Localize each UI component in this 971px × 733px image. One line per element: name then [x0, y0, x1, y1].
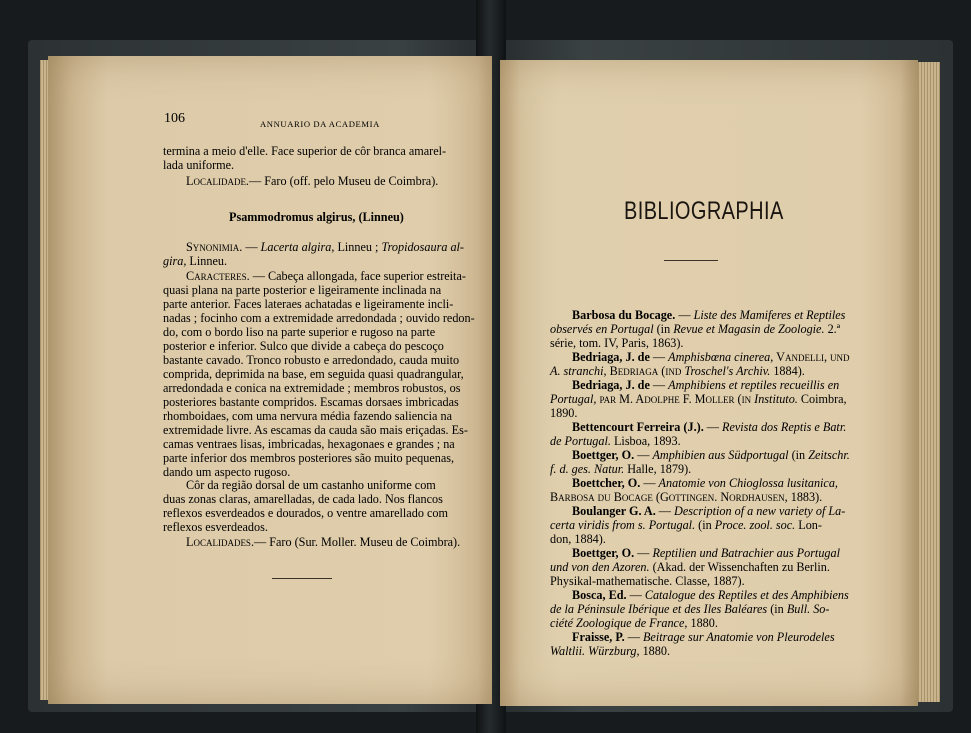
characters-line: comprida, deprimida na base, em seguida quasi quadrangular,	[163, 367, 464, 381]
bib-dash: —	[626, 588, 645, 602]
synonym-name: Lacerta algira,	[260, 240, 335, 254]
bib-entry-line	[550, 616, 718, 630]
species-heading: Psammodromus algirus, (Linneu)	[229, 210, 404, 224]
intro-line: lada uniforme.	[163, 158, 235, 172]
bibliography-title: BIBLIOGRAPHIA	[624, 197, 784, 225]
characters-label: Caracteres.	[186, 269, 250, 283]
bib-title: Amphisbœna cinerea,	[668, 350, 774, 364]
bib-dash: —	[649, 350, 669, 364]
bib-entry	[572, 546, 840, 560]
bib-text: (in	[788, 448, 809, 462]
characters-line: camas ventraes lisas, imbricadas, hexagonaes e grandes ; na	[163, 437, 455, 451]
bib-author: Boettger, O.	[572, 448, 635, 462]
bib-author: Bosca, Ed.	[572, 588, 627, 602]
bib-title: Catalogue des Reptiles et des Amphibiens	[644, 588, 849, 602]
bib-journal: f. d. ges. Natur.	[550, 462, 625, 476]
intro-line: termina a meio d'elle. Face superior de côr branca amarel-	[163, 144, 447, 158]
bib-journal: Bull. So-	[786, 602, 830, 616]
bib-author: Bedriaga, J. de	[572, 378, 650, 392]
running-header: ANNUARIO DA ACADEMIA	[260, 119, 380, 129]
synonym-name-cont: gira,	[163, 254, 187, 268]
characters-line: quasi plana na parte posterior e ligeiramente inclinada na	[163, 283, 442, 297]
bib-entry	[572, 350, 850, 364]
characters-line: posterior e inferior. Sulco que divide a cabeça do pescoço	[163, 339, 444, 353]
synonymy-mid: Linneu ;	[334, 240, 382, 254]
localities-label: Localidades.	[186, 535, 254, 549]
bib-text: (in	[767, 602, 787, 616]
locality-text: — Faro (off. pelo Museu de Coimbra).	[248, 174, 439, 188]
synonymy-dash: —	[242, 240, 261, 254]
bib-author: Boettcher, O.	[572, 476, 641, 490]
bib-title: Revista dos Reptis e Batr.	[722, 420, 847, 434]
title-divider	[664, 260, 718, 261]
bib-author: Bettencourt Ferreira (J.).	[572, 420, 704, 434]
bib-title: Description of a new variety of La-	[674, 504, 846, 518]
bib-author: Bedriaga, J. de	[572, 350, 650, 364]
synonymy-line-cont	[163, 254, 227, 268]
characters-line: bastante cavado. Tronco robusto e arredondado, cauda muito	[163, 353, 460, 367]
bib-entry-line	[550, 518, 822, 532]
bib-entry	[572, 378, 839, 392]
bib-entry-line	[550, 644, 670, 658]
bib-dash: —	[634, 546, 653, 560]
bib-text: Lon-	[795, 518, 822, 532]
bib-text: (Akad. der Wissenchaften zu Berlin.	[649, 560, 830, 574]
characters-first: — Cabeça allongada, face superior estreita-	[249, 269, 466, 283]
synonymy-line	[186, 240, 464, 254]
localities-line	[186, 535, 460, 549]
bib-entry-line	[550, 434, 681, 448]
bib-entry	[572, 630, 835, 644]
bib-title: observés en Portugal	[550, 322, 654, 336]
bib-entry-line: Barbosa du Bocage (Gottingen. Nordhausen, 1883).	[550, 490, 823, 504]
bib-dash: —	[634, 448, 653, 462]
bib-text: 1880.	[639, 644, 670, 658]
bib-title: de Portugal.	[550, 434, 611, 448]
bib-title: certa viridis from s. Portugal.	[550, 518, 696, 532]
bib-journal: ciété Zoologique de France,	[550, 616, 688, 630]
bib-entry	[572, 476, 838, 490]
bib-entry	[572, 504, 845, 518]
characters-line: nadas ; focinho com a extremidade arredondada ; ouvido redon-	[163, 311, 475, 325]
bib-dash: —	[624, 630, 643, 644]
bib-author: Barbosa du Bocage.	[572, 308, 676, 322]
bib-entry	[572, 308, 845, 322]
bib-dash: —	[649, 378, 669, 392]
characters-line: arredondada e conica na extremidade ; membros robustos, os	[163, 381, 461, 395]
bib-entry	[572, 448, 850, 462]
colour-line: Côr da região dorsal de um castanho uniforme com	[186, 478, 436, 492]
bib-entry	[572, 588, 849, 602]
bib-text: Vandelli, und	[773, 350, 850, 364]
bib-dash: —	[655, 504, 675, 518]
colour-line: duas zonas claras, amarelladas, de cada lado. Nos flancos	[163, 492, 443, 506]
bib-text: Halle, 1879).	[624, 462, 692, 476]
bib-text: 1884).	[770, 364, 805, 378]
bib-text: (in	[653, 322, 674, 336]
bib-dash: —	[640, 476, 659, 490]
bib-title: Reptilien und Batrachier aus Portugal	[652, 546, 840, 560]
bib-title: Waltlii. Würzburg,	[550, 644, 640, 658]
characters-line: do, com o bordo liso na parte superior e rugoso na parte	[163, 325, 436, 339]
bib-dash: —	[675, 308, 694, 322]
colour-line: reflexos esverdeados e dourados, o ventre amarellado com	[163, 506, 448, 520]
localities-text: — Faro (Sur. Moller. Museu de Coimbra).	[254, 535, 461, 549]
bib-entry-line	[550, 392, 847, 406]
characters-line: posteriores bastante compridos. Escamas dorsaes imbricadas	[163, 395, 459, 409]
bib-journal: Instituto.	[754, 392, 798, 406]
bib-journal: Troschel's Archiv.	[684, 364, 771, 378]
bib-title: de la Péninsule Ibérique et des Iles Baléares	[550, 602, 768, 616]
bib-journal: Zeitschr.	[808, 448, 850, 462]
characters-line: extremidade livre. As escamas da cauda são mais eriçadas. Es-	[163, 423, 468, 437]
page-number: 106	[164, 111, 185, 126]
characters-line: parte anterior. Faces lateraes achatadas e ligeiramente incli-	[163, 297, 454, 311]
locality-line	[186, 174, 438, 188]
bib-entry-line	[550, 364, 805, 378]
bib-entry-line: don, 1884).	[550, 532, 606, 546]
characters-line: parte inferior dos membros posteriores são muito pequenas,	[163, 451, 455, 465]
bib-entry-line	[550, 322, 840, 336]
bib-title: und von den Azoren.	[550, 560, 650, 574]
characters-line: dando um aspecto rugoso.	[163, 465, 291, 479]
synonymy-end: Linneu.	[186, 254, 227, 268]
bib-title: Amphibien aus Südportugal	[652, 448, 789, 462]
characters-line	[186, 269, 466, 283]
bib-entry	[572, 420, 846, 434]
bib-text: 1880.	[687, 616, 718, 630]
bib-title: A. stranchi,	[550, 364, 607, 378]
bib-entry-line	[550, 602, 829, 616]
locality-label: Localidade.	[186, 174, 249, 188]
bib-entry-line: 1890.	[550, 406, 578, 420]
bib-title: Amphibiens et reptiles recueillis en	[668, 378, 840, 392]
bib-author: Boulanger G. A.	[572, 504, 656, 518]
bib-dash: —	[703, 420, 723, 434]
bib-text: (in	[695, 518, 715, 532]
bib-journal: Revue et Magasin de Zoologie.	[673, 322, 825, 336]
bib-text: 2.ª	[824, 322, 841, 336]
synonymy-label: Synonimia.	[186, 240, 243, 254]
colour-line: reflexos esverdeados.	[163, 520, 268, 534]
bib-entry-line	[550, 462, 691, 476]
bib-text: Bedriaga (ind	[606, 364, 685, 378]
synonym-name: Tropidosaura al-	[381, 240, 464, 254]
bib-entry-line: série, tom. IV, Paris, 1863).	[550, 336, 684, 350]
bib-entry-line	[550, 560, 830, 574]
bib-author: Fraisse, P.	[572, 630, 625, 644]
bib-title: Liste des Mamiferes et Reptiles	[693, 308, 846, 322]
bib-journal: Proce. zool. soc.	[714, 518, 796, 532]
bib-text: par M. Adolphe F. Moller (in	[596, 392, 755, 406]
bib-text: Lisboa, 1893.	[610, 434, 681, 448]
right-page-edges	[918, 62, 940, 702]
bib-title: Portugal,	[550, 392, 597, 406]
bib-text: Coimbra,	[797, 392, 847, 406]
bib-author: Boettger, O.	[572, 546, 635, 560]
bib-title: Beitrage sur Anatomie von Pleurodeles	[642, 630, 835, 644]
bib-entry-line: Physikal-mathematische. Classe, 1887).	[550, 574, 745, 588]
section-divider	[272, 578, 332, 579]
bib-title: Anatomie von Chioglossa lusitanica,	[658, 476, 838, 490]
characters-line: rhomboidaes, com uma nervura média fazendo saliencia na	[163, 409, 452, 423]
